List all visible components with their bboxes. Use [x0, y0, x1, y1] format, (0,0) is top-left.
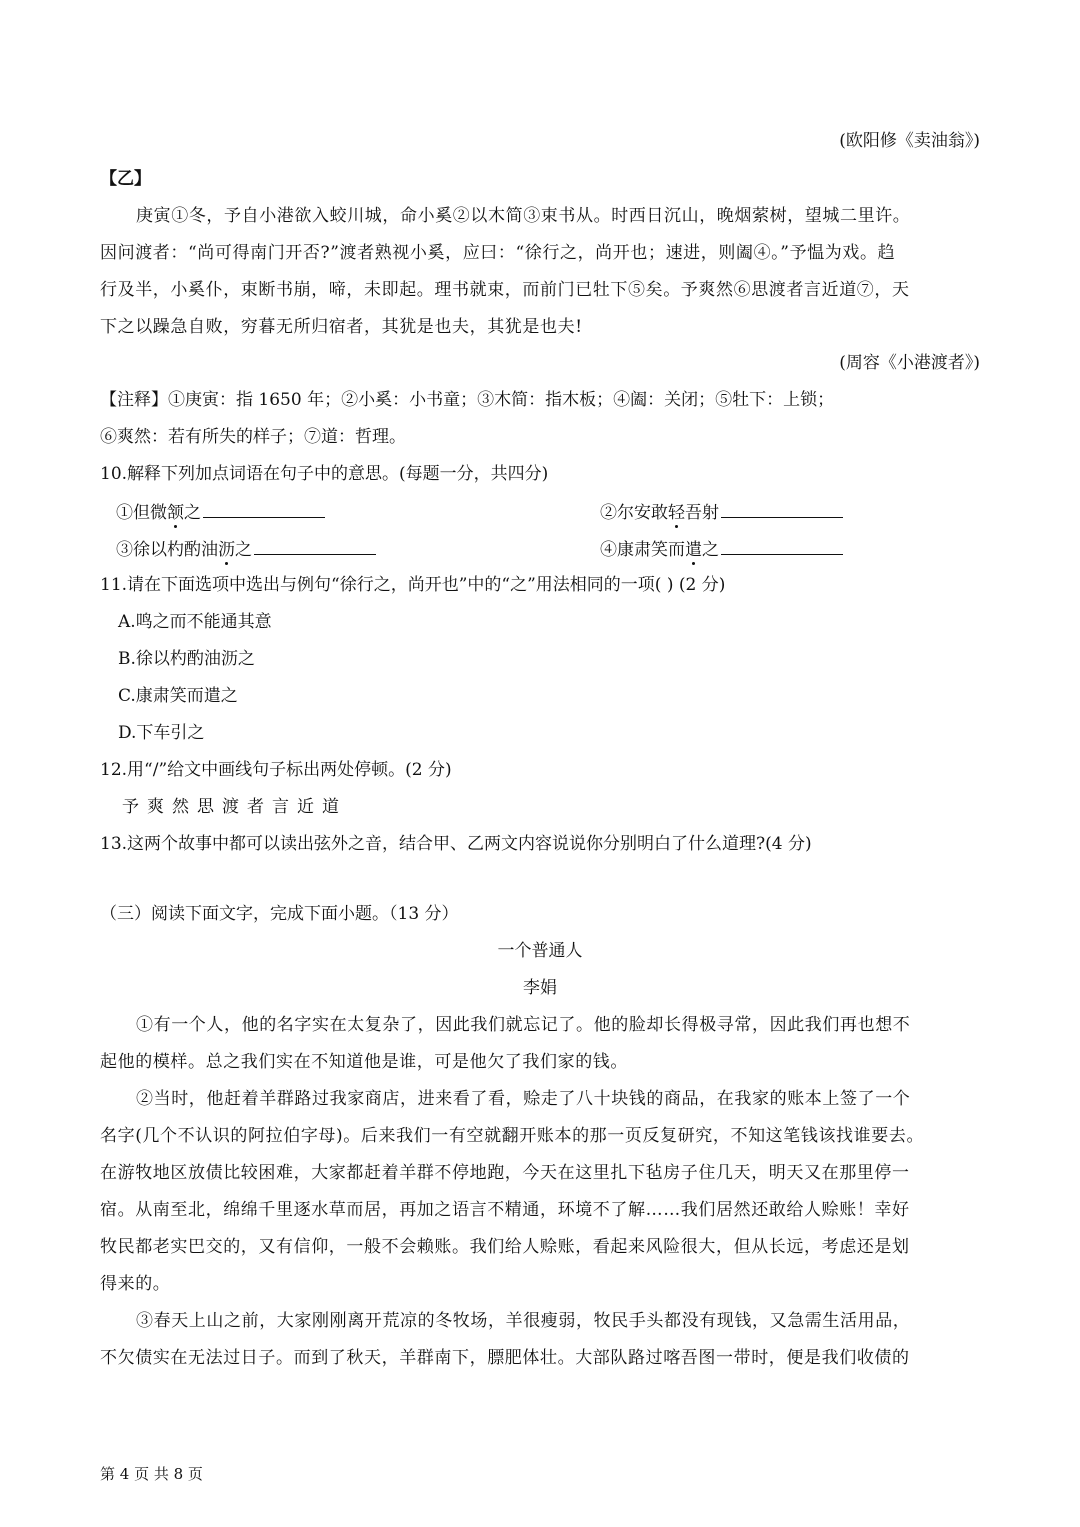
question-12: 12.用“/”给文中画线句子标出两处停顿。(2 分) — [100, 760, 452, 780]
story-line: 牧民都老实巴交的，又有信仰，一般不会赖账。我们给人赊账，看起来风险很大，但从长远，考虑还是划 — [100, 1237, 910, 1257]
story-title: 一个普通人 — [497, 941, 583, 961]
story-author: 李娟 — [523, 978, 557, 998]
dotted-char: 遣 — [685, 540, 702, 560]
yi-line: 因问渡者：“尚可得南门开否?”渡者熟视小奚，应曰：“徐行之，尚开也；速进，则阖④。”予愠为戏。趋 — [100, 243, 896, 263]
story-line: 宿。从南至北，绵绵千里逐水草而居，再加之语言不精通，环境不了解……我们居然还敢给人赊账！幸好 — [100, 1200, 910, 1220]
notes-line-2: ⑥爽然：若有所失的样子；⑦道：哲理。 — [100, 427, 406, 447]
yi-line: 行及半，小奚仆，束断书崩，啼，未即起。理书就束，而前门已牡下⑤矣。予爽然⑥思渡者言近道⑦，天 — [100, 280, 910, 300]
answer-blank[interactable] — [254, 540, 376, 555]
jia-source: (欧阳修《卖油翁》) — [839, 131, 980, 151]
story-line: ①有一个人，他的名字实在太复杂了，因此我们就忘记了。他的脸却长得极寻常，因此我们再也想不 — [136, 1015, 911, 1035]
q10-item-4: ④康肃笑而遣之 — [600, 540, 843, 559]
story-line: 得来的。 — [100, 1274, 171, 1294]
q11-option-c[interactable]: C.康肃笑而遣之 — [118, 686, 238, 706]
page-footer: 第 4 页 共 8 页 — [100, 1465, 203, 1483]
yi-source: (周容《小港渡者》) — [839, 353, 980, 373]
story-line: 起他的模样。总之我们实在不知道他是谁，可是他欠了我们家的钱。 — [100, 1052, 628, 1072]
question-11: 11.请在下面选项中选出与例句“徐行之，尚开也”中的“之”用法相同的一项( ) (2 分) — [100, 575, 726, 595]
q12-sentence: 予爽然思渡者言近道 — [122, 797, 347, 817]
yi-passage — [100, 198, 982, 346]
answer-blank[interactable] — [203, 503, 325, 518]
q11-option-a[interactable]: A.鸣之而不能通其意 — [118, 612, 272, 632]
section-3-heading: （三）阅读下面文字，完成下面小题。（13 分） — [100, 904, 459, 924]
story-line: ③春天上山之前，大家刚刚离开荒凉的冬牧场，羊很瘦弱，牧民手头都没有现钱，又急需生活用品， — [136, 1311, 911, 1331]
story-line: 在游牧地区放债比较困难，大家都赶着羊群不停地跑，今天在这里扎下毡房子住几天，明天又在那里停一 — [100, 1163, 910, 1183]
question-10: 10.解释下列加点词语在句子中的意思。(每题一分，共四分) — [100, 464, 549, 484]
story-body — [100, 1007, 982, 1377]
notes-line-1: 【注释】①庚寅：指 1650 年；②小奚：小书童；③木简：指木板；④阖：关闭；⑤牡下：上锁； — [100, 390, 835, 410]
story-line: 不欠债实在无法过日子。而到了秋天，羊群南下，膘肥体壮。大部队路过喀吾图一带时，便是我们收债的 — [100, 1348, 910, 1368]
yi-line: 下之以躁急自败，穷暮无所归宿者，其犹是也夫，其犹是也夫! — [100, 317, 583, 337]
dotted-char: 沥 — [218, 540, 235, 560]
q10-item-1: ①但微颔之 — [116, 503, 325, 522]
q11-option-d[interactable]: D.下车引之 — [118, 723, 205, 743]
dotted-char: 轻 — [668, 503, 685, 523]
q10-item-2: ②尔安敢轻吾射 — [600, 503, 843, 522]
dotted-char: 颔 — [167, 503, 184, 523]
answer-blank[interactable] — [721, 540, 843, 555]
question-13: 13.这两个故事中都可以读出弦外之音，结合甲、乙两文内容说说你分别明白了什么道理?(4 分) — [100, 834, 812, 854]
q11-option-b[interactable]: B.徐以杓酌油沥之 — [118, 649, 255, 669]
yi-heading: 【乙】 — [100, 169, 151, 189]
yi-line: 庚寅①冬，予自小港欲入蛟川城，命小奚②以木简③束书从。时西日沉山，晚烟萦树，望城二里许。 — [136, 206, 911, 226]
answer-blank[interactable] — [721, 503, 843, 518]
story-line: ②当时，他赶着羊群路过我家商店，进来看了看，赊走了八十块钱的商品，在我家的账本上签了一个 — [136, 1089, 911, 1109]
story-line: 名字(几个不认识的阿拉伯字母)。后来我们一有空就翻开账本的那一页反复研究，不知这笔钱该找谁要去。 — [100, 1126, 925, 1146]
q10-item-3: ③徐以杓酌油沥之 — [116, 540, 376, 559]
